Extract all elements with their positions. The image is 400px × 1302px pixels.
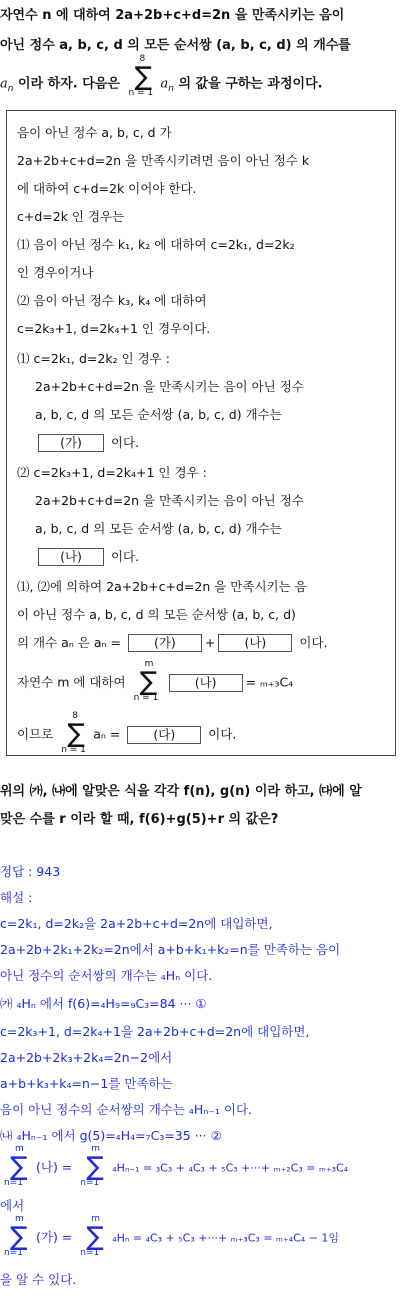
blank-da: (다) xyxy=(127,726,201,744)
sum-upper: 8 xyxy=(139,54,146,64)
question-line-1: 위의 ㈎, ㈏에 알맞은 식을 각각 f(n), g(n) 이라 하고, ㈐에 알 xyxy=(0,784,362,799)
box-line-post: 이다. xyxy=(299,635,328,650)
solution-line: a+b+k₃+k₄=n−1를 만족하는 xyxy=(0,1076,173,1091)
solution-line: c=2k₁, d=2k₂을 2a+2b+c+d=2n에 대입하면, xyxy=(0,916,273,931)
sigma-symbol: ∑ xyxy=(139,667,158,697)
blank-na: (나) xyxy=(38,548,104,566)
sum-na-expansion: ₄Hₙ₋₁ = ₃C₃ + ₄C₃ + ₅C₃ +···+ ₘ₊₂C₃ = ₘ₊₃C₄ xyxy=(112,1161,349,1175)
box-line: ⑵ c=2k₃+1, d=2k₄+1 인 경우 : xyxy=(17,465,207,480)
box-line: ⑴ c=2k₁, d=2k₂ 인 경우 : xyxy=(17,351,170,366)
sum-8 xyxy=(57,711,93,755)
box-line-post: 이다. xyxy=(208,726,237,742)
sigma-symbol: ∑ xyxy=(86,1152,104,1182)
box-line-blank-ga xyxy=(35,433,139,452)
sigma-symbol: ∑ xyxy=(134,62,152,92)
sigma-symbol: ∑ xyxy=(86,1222,104,1252)
an-expression: 의 개수 aₙ 은 aₙ = xyxy=(17,635,121,650)
problem-line-3-mid: 이라 하자. 다음은 xyxy=(13,76,120,92)
problem-line-3 xyxy=(0,54,323,104)
box-line: 인 경우이거나 xyxy=(17,265,94,280)
solution-line: 아닌 정수의 순서쌍의 개수는 ₄Hₙ 이다. xyxy=(0,968,213,983)
sum-lower: n = 1 xyxy=(128,88,154,98)
sum-upper: m xyxy=(15,1214,24,1224)
problem-sum xyxy=(124,54,160,98)
solution-line: 을 알 수 있다. xyxy=(0,1272,77,1287)
box-line: ⑴, ⑵에 의하여 2a+2b+c+d=2n 을 만족시키는 음 xyxy=(17,579,307,594)
sum-ga-lhs: (가) = xyxy=(36,1229,73,1245)
box-line-post: 이다. xyxy=(110,549,140,564)
solution-sum-ga xyxy=(0,1214,340,1258)
sum-lower: n=1 xyxy=(80,1248,100,1258)
question-line-2: 맞은 수를 r 이라 할 때, f(6)+g(5)+r 의 값은? xyxy=(0,812,279,827)
sum-lower: n = 1 xyxy=(133,693,159,703)
problem-an: a xyxy=(0,76,8,92)
sigma-symbol: ∑ xyxy=(10,1152,28,1182)
box-line: a, b, c, d 의 모든 순서쌍 (a, b, c, d) 개수는 xyxy=(35,521,282,536)
box-line: ⑴ 음이 아닌 정수 k₁, k₂ 에 대하여 c=2k₁, d=2k₂ xyxy=(17,237,295,252)
box-line: c=2k₃+1, d=2k₄+1 인 경우이다. xyxy=(17,321,211,336)
sum-upper: m xyxy=(91,1144,101,1154)
box-line: a, b, c, d 의 모든 순서쌍 (a, b, c, d) 개수는 xyxy=(35,407,282,422)
blank-ga-2: (가) xyxy=(128,634,202,652)
solution-line: 2a+2b+2k₃+2k₄=2n−2에서 xyxy=(0,1050,173,1065)
plus-sign: + xyxy=(204,635,216,650)
solution-line: 2a+2b+2k₁+2k₂=2n에서 a+b+k₁+k₂=n를 만족하는 음이 xyxy=(0,942,341,957)
sum-lower: n=1 xyxy=(4,1178,23,1188)
box-line: 이 아닌 정수 a, b, c, d 의 모든 순서쌍 (a, b, c, d) xyxy=(17,607,296,622)
box-line-post: 이다. xyxy=(110,435,140,450)
box-line: 2a+2b+c+d=2n 을 만족시키는 음이 아닌 정수 xyxy=(35,379,304,394)
sum-na-lhs: (나) = xyxy=(36,1159,73,1175)
sum-8-mid: aₙ = xyxy=(93,726,121,742)
sum-lower: n = 1 xyxy=(61,745,86,755)
box-line: ⑵ 음이 아닌 정수 k₃, k₄ 에 대하여 xyxy=(17,293,207,308)
sum-ga xyxy=(0,1214,36,1258)
box-line: 에 대하여 c+d=2k 이어야 한다. xyxy=(17,181,197,196)
box-line: 음이 아닌 정수 a, b, c, d 가 xyxy=(17,125,172,140)
sum-m-post: = ₘ₊₃C₄ xyxy=(245,674,294,690)
sum-upper: 8 xyxy=(72,711,78,721)
sum-na-rhs xyxy=(76,1144,112,1188)
solution-heading: 해설 : xyxy=(0,890,33,905)
box-line-sum-m xyxy=(17,659,294,703)
sigma-symbol: ∑ xyxy=(67,719,85,749)
sum-upper: m xyxy=(144,659,154,669)
solution-line: 에서 xyxy=(0,1198,25,1213)
sum-8-pre: 이므로 xyxy=(17,726,54,742)
problem-line-1: 자연수 n 에 대하여 2a+2b+c+d=2n 을 만족시키는 음이 xyxy=(0,8,345,23)
problem-line-3-post: 의 값을 구하는 과정이다. xyxy=(173,76,323,92)
sum-m-pre: 자연수 m 에 대하여 xyxy=(17,674,126,690)
box-line: c+d=2k 인 경우는 xyxy=(17,209,125,224)
sum-term: a xyxy=(160,76,169,92)
proof-box xyxy=(6,110,396,756)
sigma-symbol: ∑ xyxy=(10,1222,28,1252)
blank-na-2: (나) xyxy=(218,634,292,652)
solution-line: ㈎ ₄Hₙ 에서 f(6)=₄H₉=₉C₃=84 ··· ① xyxy=(0,996,207,1011)
sum-na xyxy=(0,1144,36,1188)
solution-line: ㈏ ₄Hₙ₋₁ 에서 g(5)=₄H₄=₇C₃=35 ··· ② xyxy=(0,1128,222,1143)
box-line: 2a+2b+c+d=2n 을 만족시키는 음이 아닌 정수 xyxy=(35,493,304,508)
sum-upper: m xyxy=(15,1144,24,1154)
box-line-blank-na xyxy=(35,547,139,566)
box-line-sum-8 xyxy=(17,711,237,755)
box-line-an xyxy=(17,633,328,652)
sum-m xyxy=(130,659,166,703)
sum-upper: m xyxy=(91,1214,101,1224)
sum-ga-rhs xyxy=(76,1214,112,1258)
solution-line: 음이 아닌 정수의 순서쌍의 개수는 ₄Hₙ₋₁ 이다. xyxy=(0,1102,253,1117)
answer: 정답 : 943 xyxy=(0,864,61,879)
blank-ga: (가) xyxy=(38,434,104,452)
blank-na-3: (나) xyxy=(169,674,243,692)
sum-term-sub: n xyxy=(168,84,174,95)
box-line: 2a+2b+c+d=2n 을 만족시키려면 음이 아닌 정수 k xyxy=(17,153,310,168)
solution-sum-na xyxy=(0,1144,349,1188)
problem-line-2: 아닌 정수 a, b, c, d 의 모든 순서쌍 (a, b, c, d) 의 개수를 xyxy=(0,38,351,53)
sum-ga-expansion: ₄Hₙ = ₄C₃ + ₅C₃ +···+ ₘ₊₃C₃ = ₘ₊₄C₄ − 1임 xyxy=(112,1231,340,1245)
problem-an-sub: n xyxy=(7,84,14,95)
sum-lower: n=1 xyxy=(4,1248,23,1258)
sum-lower: n=1 xyxy=(80,1178,100,1188)
solution-line: c=2k₃+1, d=2k₄+1을 2a+2b+c+d=2n에 대입하면, xyxy=(0,1024,310,1039)
